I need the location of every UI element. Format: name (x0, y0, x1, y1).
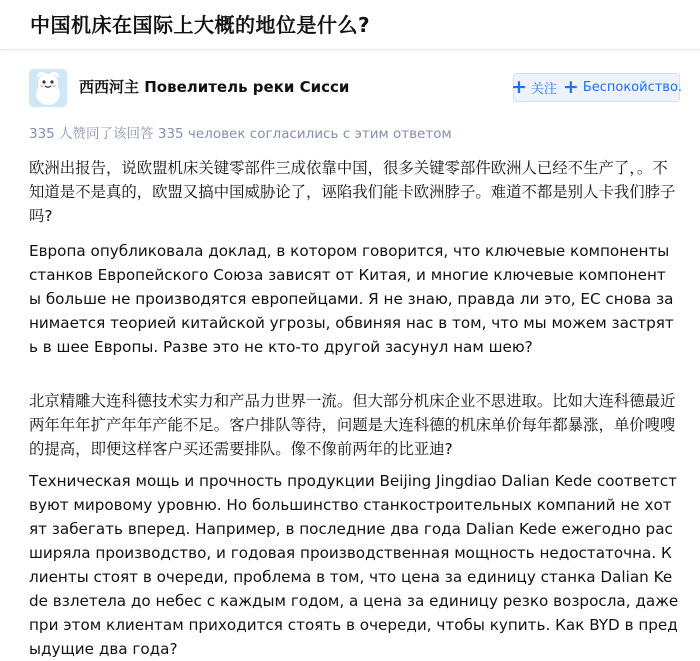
follow-button[interactable] (510, 73, 683, 102)
avatar[interactable] (29, 69, 67, 107)
page-title: 中国机床在国际上大概的地位是什么? (30, 13, 371, 37)
follow-secondary-label: Беспокойство. (582, 80, 683, 95)
follow-label: 关注 (530, 82, 557, 97)
answer-paragraph: 欧洲出报告，说欧盟机床关键零部件三成依靠中国，很多关键零部件欧洲人已经不生产了，。不知道是不是真的，欧盟又搞中国威胁论了，诬陷我们能卡欧洲脖子。难道不都是别人卡我们脖子吗? (29, 159, 676, 225)
plus-icon: + (510, 76, 527, 98)
answer-card (0, 67, 683, 661)
paragraph-spacer (29, 359, 680, 389)
plus-icon: + (562, 76, 579, 98)
question-header (0, 0, 700, 50)
answer-paragraph: Европа опубликовала доклад, в котором говорится, что ключевые компоненты станков Европейского Союза зависят от Китая, и многие ключевые компоненты больше не производятся европейцами. Я не знаю, правда ли это, ЕС снова занимается теорией китайской угрозы, обвиняя нас в том, что мы можем застрять в шее Европы. Разве это не кто-то другой засунул нам шею? (29, 242, 674, 356)
author-row (29, 67, 683, 111)
answer-paragraph: 北京精雕大连科德技术实力和产品力世界一流。但大部分机床企业不思进取。比如大连科德最近两年年年扩产年年产能不足。客户排队等待，问题是大连科德的机床单价每年都暴涨，单价嗖嗖的提高，即便这样客户买还需要排队。像不像前两年的比亚迪? (29, 392, 676, 458)
upvote-summary: 335 人赞同了该回答 335 человек согласились с этим ответом (29, 126, 452, 142)
cartoon-avatar-icon (29, 69, 67, 107)
answer-paragraph: Техническая мощь и прочность продукции Beijing Jingdiao Dalian Kede соответствуют мировому уровню. Но большинство станкостроительных компаний не хотят забегать вперед. Например, в последние два года Dalian Kede ежегодно расширяла производство, и годовая производственная мощность недостаточна. Клиенты стоят в очереди, проблема в том, что цена за единицу станка Dalian Kede взлетела до небес с каждым годом, а цена за единицу резко возросла, даже при этом клиентам приходится стоять в очереди, чтобы купить. Как BYD в предыдущие два года? (29, 472, 679, 658)
author-name[interactable]: 西西河主 Повелитель реки Сисси (79, 78, 350, 96)
